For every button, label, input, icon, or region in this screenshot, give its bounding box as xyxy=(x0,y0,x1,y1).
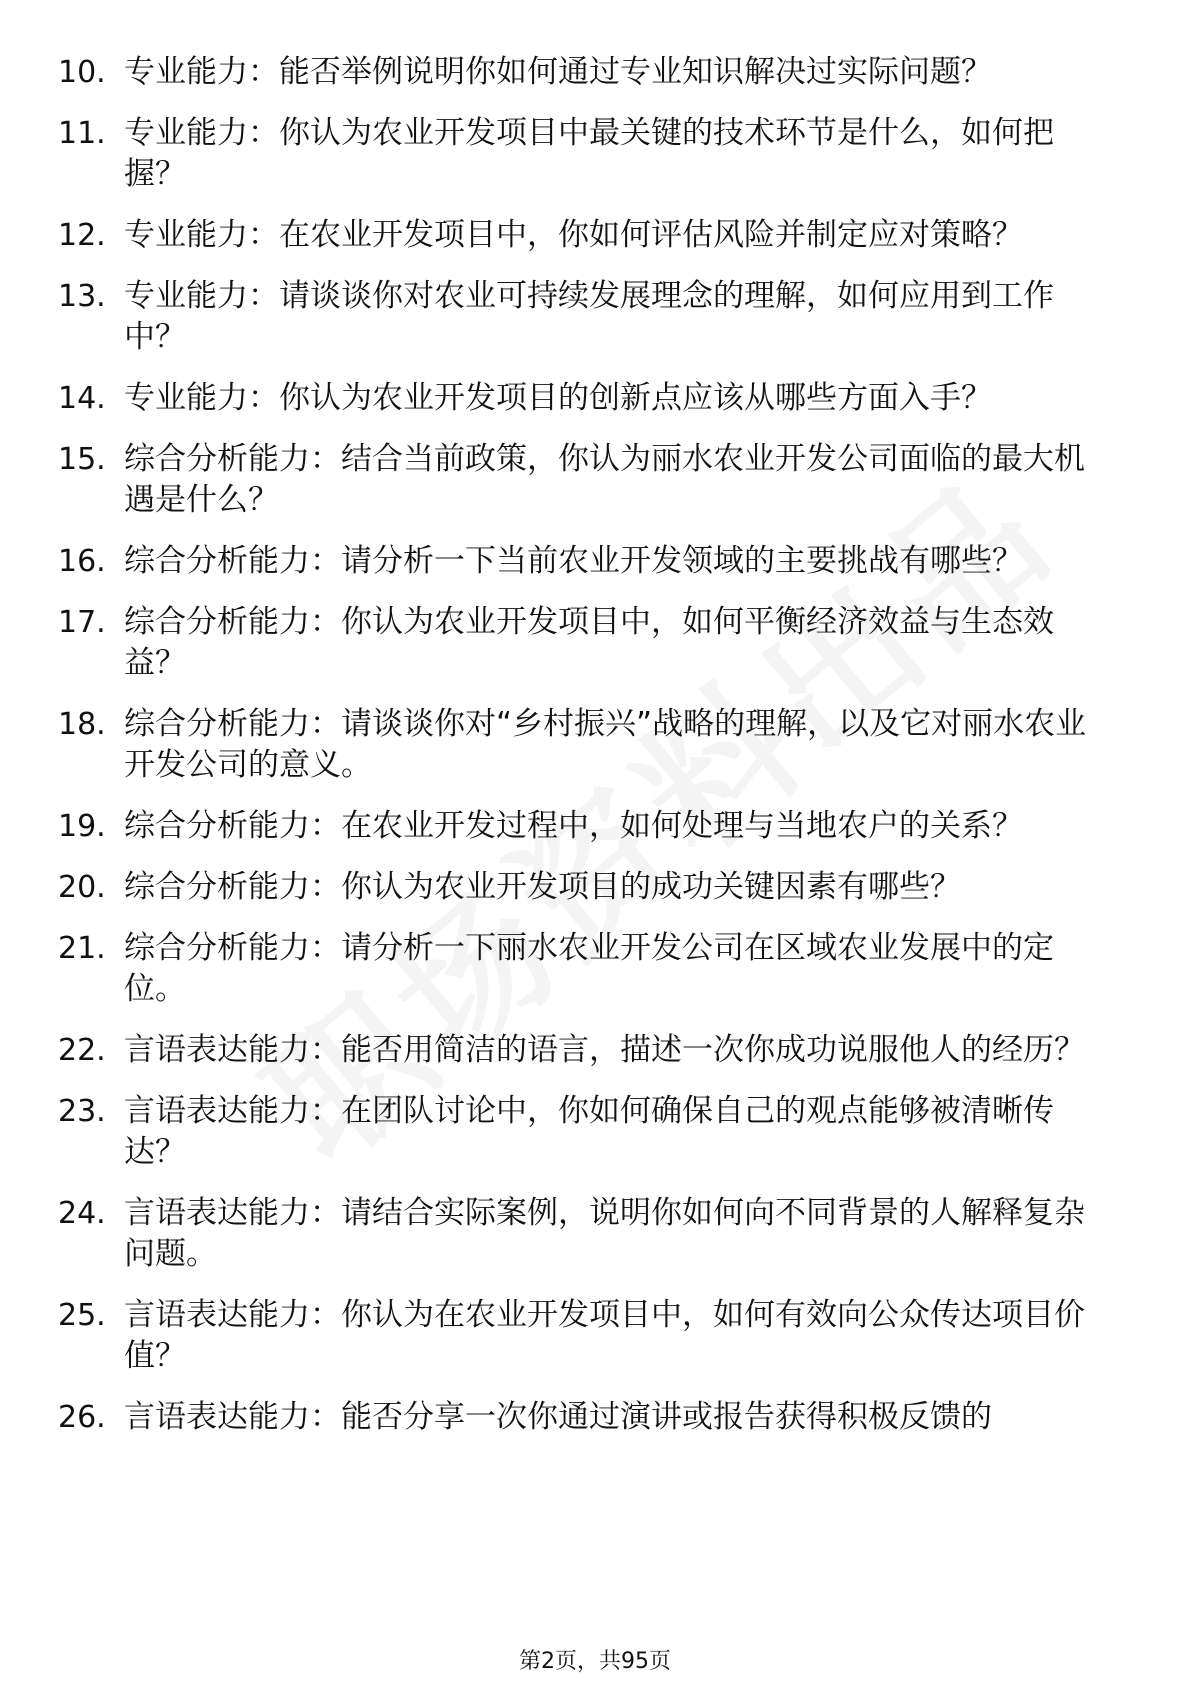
question-category: 言语表达能力： xyxy=(124,1297,341,1333)
list-item xyxy=(0,215,1190,256)
question-number: 16. xyxy=(58,544,106,579)
question-text xyxy=(124,1030,1114,1071)
question-body: 请谈谈你对“乡村振兴”战略的理解，以及它对丽水农业开发公司的意义。 xyxy=(124,706,1087,783)
question-category: 综合分析能力： xyxy=(124,441,341,477)
question-number: 26. xyxy=(58,1400,106,1435)
question-body: 你认为在农业开发项目中，如何有效向公众传达项目价值？ xyxy=(124,1297,1085,1374)
question-text xyxy=(124,867,1114,908)
question-category: 专业能力： xyxy=(124,115,279,151)
list-item xyxy=(0,378,1190,419)
question-number: 13. xyxy=(58,279,106,314)
question-text xyxy=(124,1193,1114,1275)
page-number: 第2页，共95页 xyxy=(519,1649,671,1674)
list-item xyxy=(0,113,1190,195)
question-number: 14. xyxy=(58,381,106,416)
question-number: 20. xyxy=(58,870,106,905)
question-number: 10. xyxy=(58,55,106,90)
list-item xyxy=(0,439,1190,521)
question-category: 言语表达能力： xyxy=(124,1399,341,1435)
question-number: 18. xyxy=(58,707,106,742)
list-item xyxy=(0,1295,1190,1377)
list-item xyxy=(0,541,1190,582)
question-category: 专业能力： xyxy=(124,278,279,314)
question-body: 在团队讨论中，你如何确保自己的观点能够被清晰传达？ xyxy=(124,1093,1054,1170)
question-number: 11. xyxy=(58,116,106,151)
question-text xyxy=(124,1295,1114,1377)
question-body: 能否举例说明你如何通过专业知识解决过实际问题？ xyxy=(279,54,992,90)
question-category: 言语表达能力： xyxy=(124,1093,341,1129)
question-category: 综合分析能力： xyxy=(124,543,341,579)
list-item xyxy=(0,867,1190,908)
question-category: 专业能力： xyxy=(124,380,279,416)
question-list xyxy=(0,52,1190,1458)
question-number: 25. xyxy=(58,1298,106,1333)
question-text xyxy=(124,113,1114,195)
question-text xyxy=(124,928,1114,1010)
question-text xyxy=(124,1091,1114,1173)
list-item xyxy=(0,806,1190,847)
question-body: 你认为农业开发项目中最关键的技术环节是什么，如何把握？ xyxy=(124,115,1054,192)
question-category: 综合分析能力： xyxy=(124,930,341,966)
list-item xyxy=(0,1030,1190,1071)
question-body: 能否分享一次你通过演讲或报告获得积极反馈的 xyxy=(341,1399,992,1435)
question-text xyxy=(124,276,1114,358)
question-category: 综合分析能力： xyxy=(124,604,341,640)
question-text xyxy=(124,541,1114,582)
question-text xyxy=(124,806,1114,847)
question-number: 23. xyxy=(58,1094,106,1129)
question-body: 请分析一下当前农业开发领域的主要挑战有哪些？ xyxy=(341,543,1023,579)
question-text xyxy=(124,602,1114,684)
question-number: 12. xyxy=(58,218,106,253)
question-category: 专业能力： xyxy=(124,217,279,253)
question-category: 言语表达能力： xyxy=(124,1195,341,1231)
question-number: 17. xyxy=(58,605,106,640)
question-category: 言语表达能力： xyxy=(124,1032,341,1068)
question-category: 综合分析能力： xyxy=(124,808,341,844)
question-text xyxy=(124,378,1114,419)
question-number: 15. xyxy=(58,442,106,477)
list-item xyxy=(0,1193,1190,1275)
question-body: 请结合实际案例，说明你如何向不同背景的人解释复杂问题。 xyxy=(124,1195,1085,1272)
question-category: 综合分析能力： xyxy=(124,869,341,905)
question-body: 你认为农业开发项目中，如何平衡经济效益与生态效益？ xyxy=(124,604,1054,681)
question-category: 专业能力： xyxy=(124,54,279,90)
question-text xyxy=(124,704,1114,786)
question-text xyxy=(124,215,1114,256)
list-item xyxy=(0,1091,1190,1173)
question-body: 你认为农业开发项目的成功关键因素有哪些？ xyxy=(341,869,961,905)
list-item xyxy=(0,276,1190,358)
question-text xyxy=(124,439,1114,521)
list-item xyxy=(0,704,1190,786)
question-number: 22. xyxy=(58,1033,106,1068)
question-number: 21. xyxy=(58,931,106,966)
question-body: 结合当前政策，你认为丽水农业开发公司面临的最大机遇是什么？ xyxy=(124,441,1085,518)
list-item xyxy=(0,928,1190,1010)
question-number: 24. xyxy=(58,1196,106,1231)
list-item xyxy=(0,1397,1190,1438)
question-number: 19. xyxy=(58,809,106,844)
list-item xyxy=(0,602,1190,684)
question-body: 能否用简洁的语言，描述一次你成功说服他人的经历？ xyxy=(341,1032,1085,1068)
question-body: 请谈谈你对农业可持续发展理念的理解，如何应用到工作中？ xyxy=(124,278,1054,355)
list-item xyxy=(0,52,1190,93)
question-body: 在农业开发过程中，如何处理与当地农户的关系？ xyxy=(341,808,1023,844)
question-body: 你认为农业开发项目的创新点应该从哪些方面入手？ xyxy=(279,380,992,416)
question-body: 请分析一下丽水农业开发公司在区域农业发展中的定位。 xyxy=(124,930,1054,1007)
question-body: 在农业开发项目中，你如何评估风险并制定应对策略？ xyxy=(279,217,1023,253)
question-text xyxy=(124,1397,1114,1438)
question-text xyxy=(124,52,1114,93)
question-category: 综合分析能力： xyxy=(124,706,341,742)
